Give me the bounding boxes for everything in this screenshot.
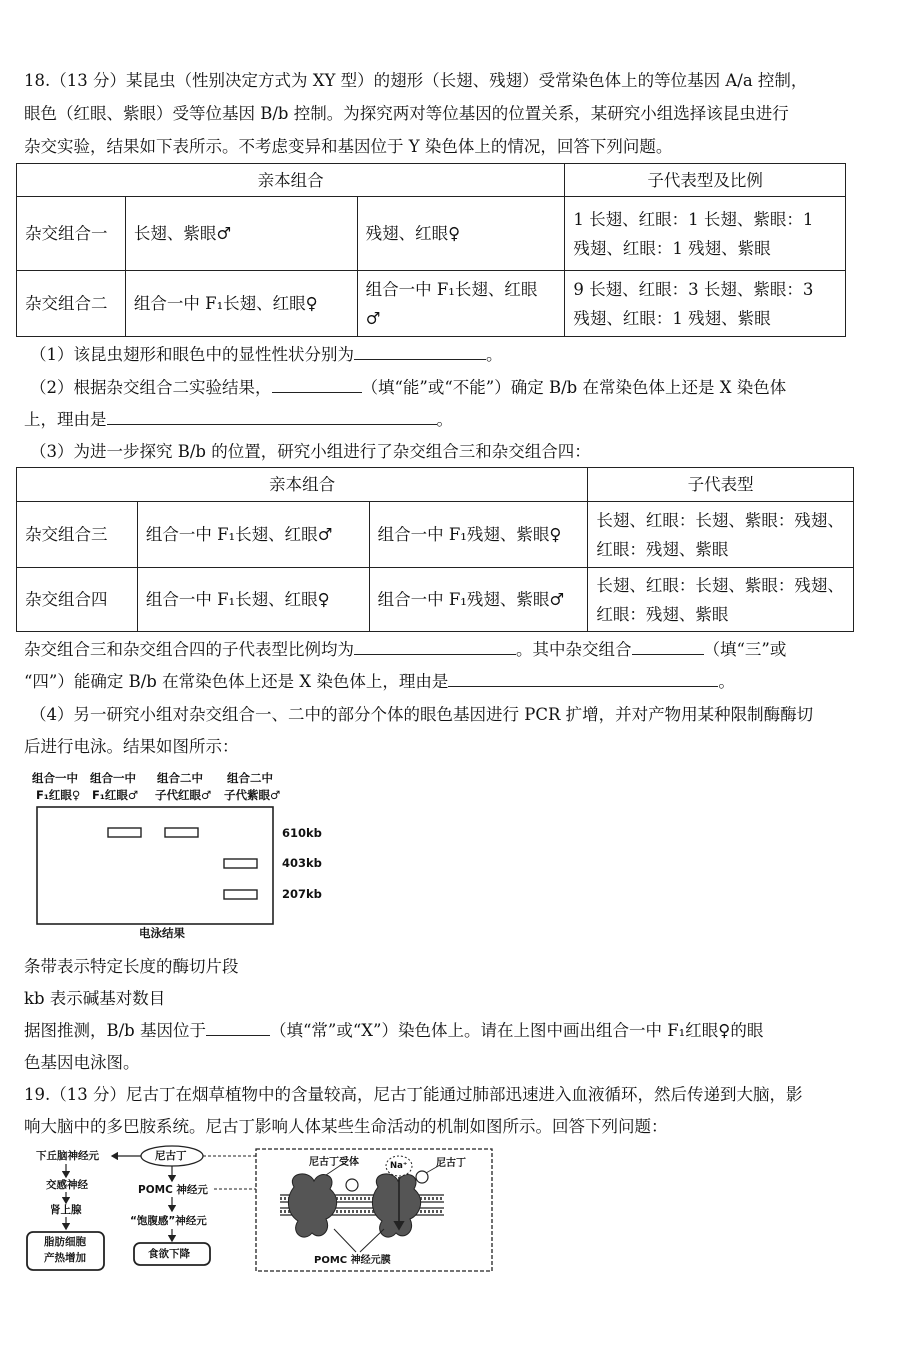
q18-intro-line-3: 杂交实验，结果如下表所示。不考虑变异和基因位于 Y 染色体上的情况，回答下列问题。 [24, 137, 673, 156]
sub2-text: （2）根据杂交组合二实验结果， [30, 378, 272, 397]
label-hypothalamus: 下丘脑神经元 [36, 1150, 99, 1162]
offspring-line-2: 红眼：残翅、紫眼 [596, 604, 729, 624]
q18-sub3-line-1 [24, 635, 876, 664]
offspring-line-2: 残翅、红眼：1 残翅、紫眼 [573, 238, 771, 258]
label-receptor: 尼古丁受体 [309, 1157, 359, 1168]
table2-header-parents: 亲本组合 [17, 468, 588, 502]
pointer-line-1 [334, 1229, 356, 1252]
label-appetite: 食欲下降 [148, 1248, 190, 1260]
table1-header-parents: 亲本组合 [17, 164, 565, 197]
answer-blank[interactable] [632, 636, 704, 655]
table-row [17, 502, 854, 568]
offspring-line-2: 残翅、红眼：1 残翅、紫眼 [573, 308, 771, 328]
sub3-end: 。 [718, 672, 735, 691]
offspring-line-1: 长翅、红眼：长翅、紫眼：残翅、 [596, 510, 844, 530]
nicotine-molecule-1 [346, 1179, 358, 1191]
row-name: 杂交组合一 [17, 197, 126, 271]
pointer-line-2 [360, 1229, 384, 1252]
sub3-text-3: （填“三”或 [703, 640, 787, 659]
parent-2: 组合一中 F₁残翅、紫眼♂ [369, 568, 588, 632]
gel-note-2: kb 表示碱基对数目 [24, 989, 166, 1008]
answer-blank[interactable] [272, 374, 362, 393]
label-adrenal: 肾上腺 [50, 1204, 82, 1216]
q18-sub2-line-1 [30, 373, 882, 402]
size-label-207: 207kb [282, 887, 322, 901]
parent-2: 残翅、红眼♀ [357, 197, 565, 271]
electrophoresis-figure [28, 768, 338, 944]
lane-label-2a: 组合一中 [90, 771, 136, 785]
receptor-protein-2 [372, 1174, 420, 1237]
q18-sub2-line-2 [24, 405, 876, 434]
q18-intro-line-2: 眼色（红眼、紫眼）受等位基因 B/b 控制。为探究两对等位基因的位置关系，某研究小组选择该昆虫进行 [24, 104, 789, 123]
answer-blank[interactable] [206, 1017, 270, 1036]
lane-label-4b: 子代紫眼♂ [224, 788, 281, 802]
sub2-text-2: （填“能”或“不能”）确定 B/b 在常染色体上还是 X 染色体 [361, 378, 787, 397]
receptor-protein-1 [288, 1174, 336, 1237]
label-pomc-neuron: POMC 神经元 [138, 1184, 208, 1196]
offspring-ratio [565, 271, 846, 337]
q18-sub3-intro: （3）为进一步探究 B/b 的位置，研究小组进行了杂交组合三和杂交组合四： [30, 442, 591, 461]
size-label-403: 403kb [282, 856, 322, 870]
sub2-text-3: 上，理由是 [24, 410, 107, 429]
parent-2-line-1: 组合一中 F₁长翅、红眼 [365, 279, 538, 299]
q19-line-2: 响大脑中的多巴胺系统。尼古丁影响人体某些生命活动的机制如图所示。回答下列问题： [24, 1117, 668, 1136]
lane-label-1b: F₁红眼♀ [36, 788, 81, 802]
sub2-end: 。 [436, 410, 453, 429]
q18-sub1 [30, 340, 882, 369]
sub3-text-2: 。其中杂交组合 [516, 640, 632, 659]
q18-sub4-line-2: 后进行电泳。结果如图所示： [24, 737, 239, 756]
label-sympathetic: 交感神经 [46, 1179, 88, 1191]
table-row [17, 271, 846, 337]
offspring-ratio [565, 197, 846, 271]
label-satiety-neuron: “饱腹感”神经元 [130, 1215, 207, 1227]
offspring-line-1: 9 长翅、红眼：3 长翅、紫眼：3 [573, 279, 814, 299]
parent-1: 组合一中 F₁长翅、红眼♀ [137, 568, 369, 632]
parent-1: 组合一中 F₁长翅、红眼♂ [137, 502, 369, 568]
parent-1: 长翅、紫眼♂ [125, 197, 357, 271]
label-nicotine-2: 尼古丁 [436, 1158, 466, 1169]
band-lane2-610 [108, 828, 141, 837]
label-na-ion: Na⁺ [390, 1161, 408, 1171]
offspring-types [588, 502, 854, 568]
lane-label-3b: 子代红眼♂ [155, 788, 212, 802]
offspring-types [588, 568, 854, 632]
answer-blank[interactable] [354, 341, 486, 360]
table2-header-offspring: 子代表型 [588, 468, 854, 502]
answer-blank[interactable] [448, 668, 718, 687]
cross-table-1 [16, 163, 846, 337]
parent-2: 组合一中 F₁残翅、紫眼♀ [369, 502, 588, 568]
q19-line-1: 19.（13 分）尼古丁在烟草植物中的含量较高，尼古丁能通过肺部迅速进入血液循环，然后传递到大脑，影 [24, 1085, 803, 1104]
q18-sub3-line-2 [24, 667, 876, 696]
gel-caption: 电泳结果 [139, 926, 185, 940]
table-row [17, 197, 846, 271]
band-lane4-207 [224, 890, 257, 899]
sub1-end: 。 [486, 345, 503, 364]
label-nicotine: 尼古丁 [155, 1150, 187, 1162]
sub4-text-2: （填“常”或“X”）染色体上。请在上图中画出组合一中 F₁红眼♀的眼 [270, 1021, 764, 1040]
label-membrane: POMC 神经元膜 [314, 1255, 391, 1266]
lane-label-3a: 组合二中 [157, 771, 203, 785]
q18-sub4-line-4: 色基因电泳图。 [24, 1053, 140, 1072]
sub4-text: 据图推测，B/b 基因位于 [24, 1021, 206, 1040]
offspring-line-1: 长翅、红眼：长翅、紫眼：残翅、 [596, 575, 844, 595]
lane-label-2b: F₁红眼♂ [92, 788, 139, 802]
row-name: 杂交组合三 [17, 502, 138, 568]
band-lane4-403 [224, 859, 257, 868]
parent-2-line-2: ♂ [365, 308, 381, 328]
lane-label-1a: 组合一中 [32, 771, 78, 785]
table-row [17, 568, 854, 632]
answer-blank[interactable] [107, 406, 437, 425]
offspring-line-2: 红眼：残翅、紫眼 [596, 539, 729, 559]
row-name: 杂交组合二 [17, 271, 126, 337]
sub3-text: 杂交组合三和杂交组合四的子代表型比例均为 [24, 640, 354, 659]
q18-sub4-line-1: （4）另一研究小组对杂交组合一、二中的部分个体的眼色基因进行 PCR 扩增，并对产物用某种限制酶酶切 [30, 705, 814, 724]
label-fat-cell: 脂肪细胞 [44, 1236, 86, 1248]
parent-2 [357, 271, 565, 337]
gel-note-1: 条带表示特定长度的酶切片段 [24, 957, 239, 976]
band-lane3-610 [165, 828, 198, 837]
nicotine-mechanism-figure [24, 1145, 496, 1277]
row-name: 杂交组合四 [17, 568, 138, 632]
parent-1: 组合一中 F₁长翅、红眼♀ [125, 271, 357, 337]
sub3-text-4: “四”）能确定 B/b 在常染色体上还是 X 染色体上，理由是 [24, 672, 449, 691]
sub1-text: （1）该昆虫翅形和眼色中的显性性状分别为 [30, 345, 354, 364]
table1-header-offspring: 子代表型及比例 [565, 164, 846, 197]
lane-label-4a: 组合二中 [227, 771, 273, 785]
answer-blank[interactable] [354, 636, 516, 655]
cross-table-2 [16, 467, 854, 632]
q18-intro-line-1: 18.（13 分）某昆虫（性别决定方式为 XY 型）的翅形（长翅、残翅）受常染色体上的等位基因 A/a 控制， [24, 71, 808, 90]
label-heat: 产热增加 [44, 1252, 86, 1264]
size-label-610: 610kb [282, 826, 322, 840]
q18-sub4-line-3 [24, 1016, 876, 1045]
offspring-line-1: 1 长翅、红眼：1 长翅、紫眼：1 [573, 209, 814, 229]
